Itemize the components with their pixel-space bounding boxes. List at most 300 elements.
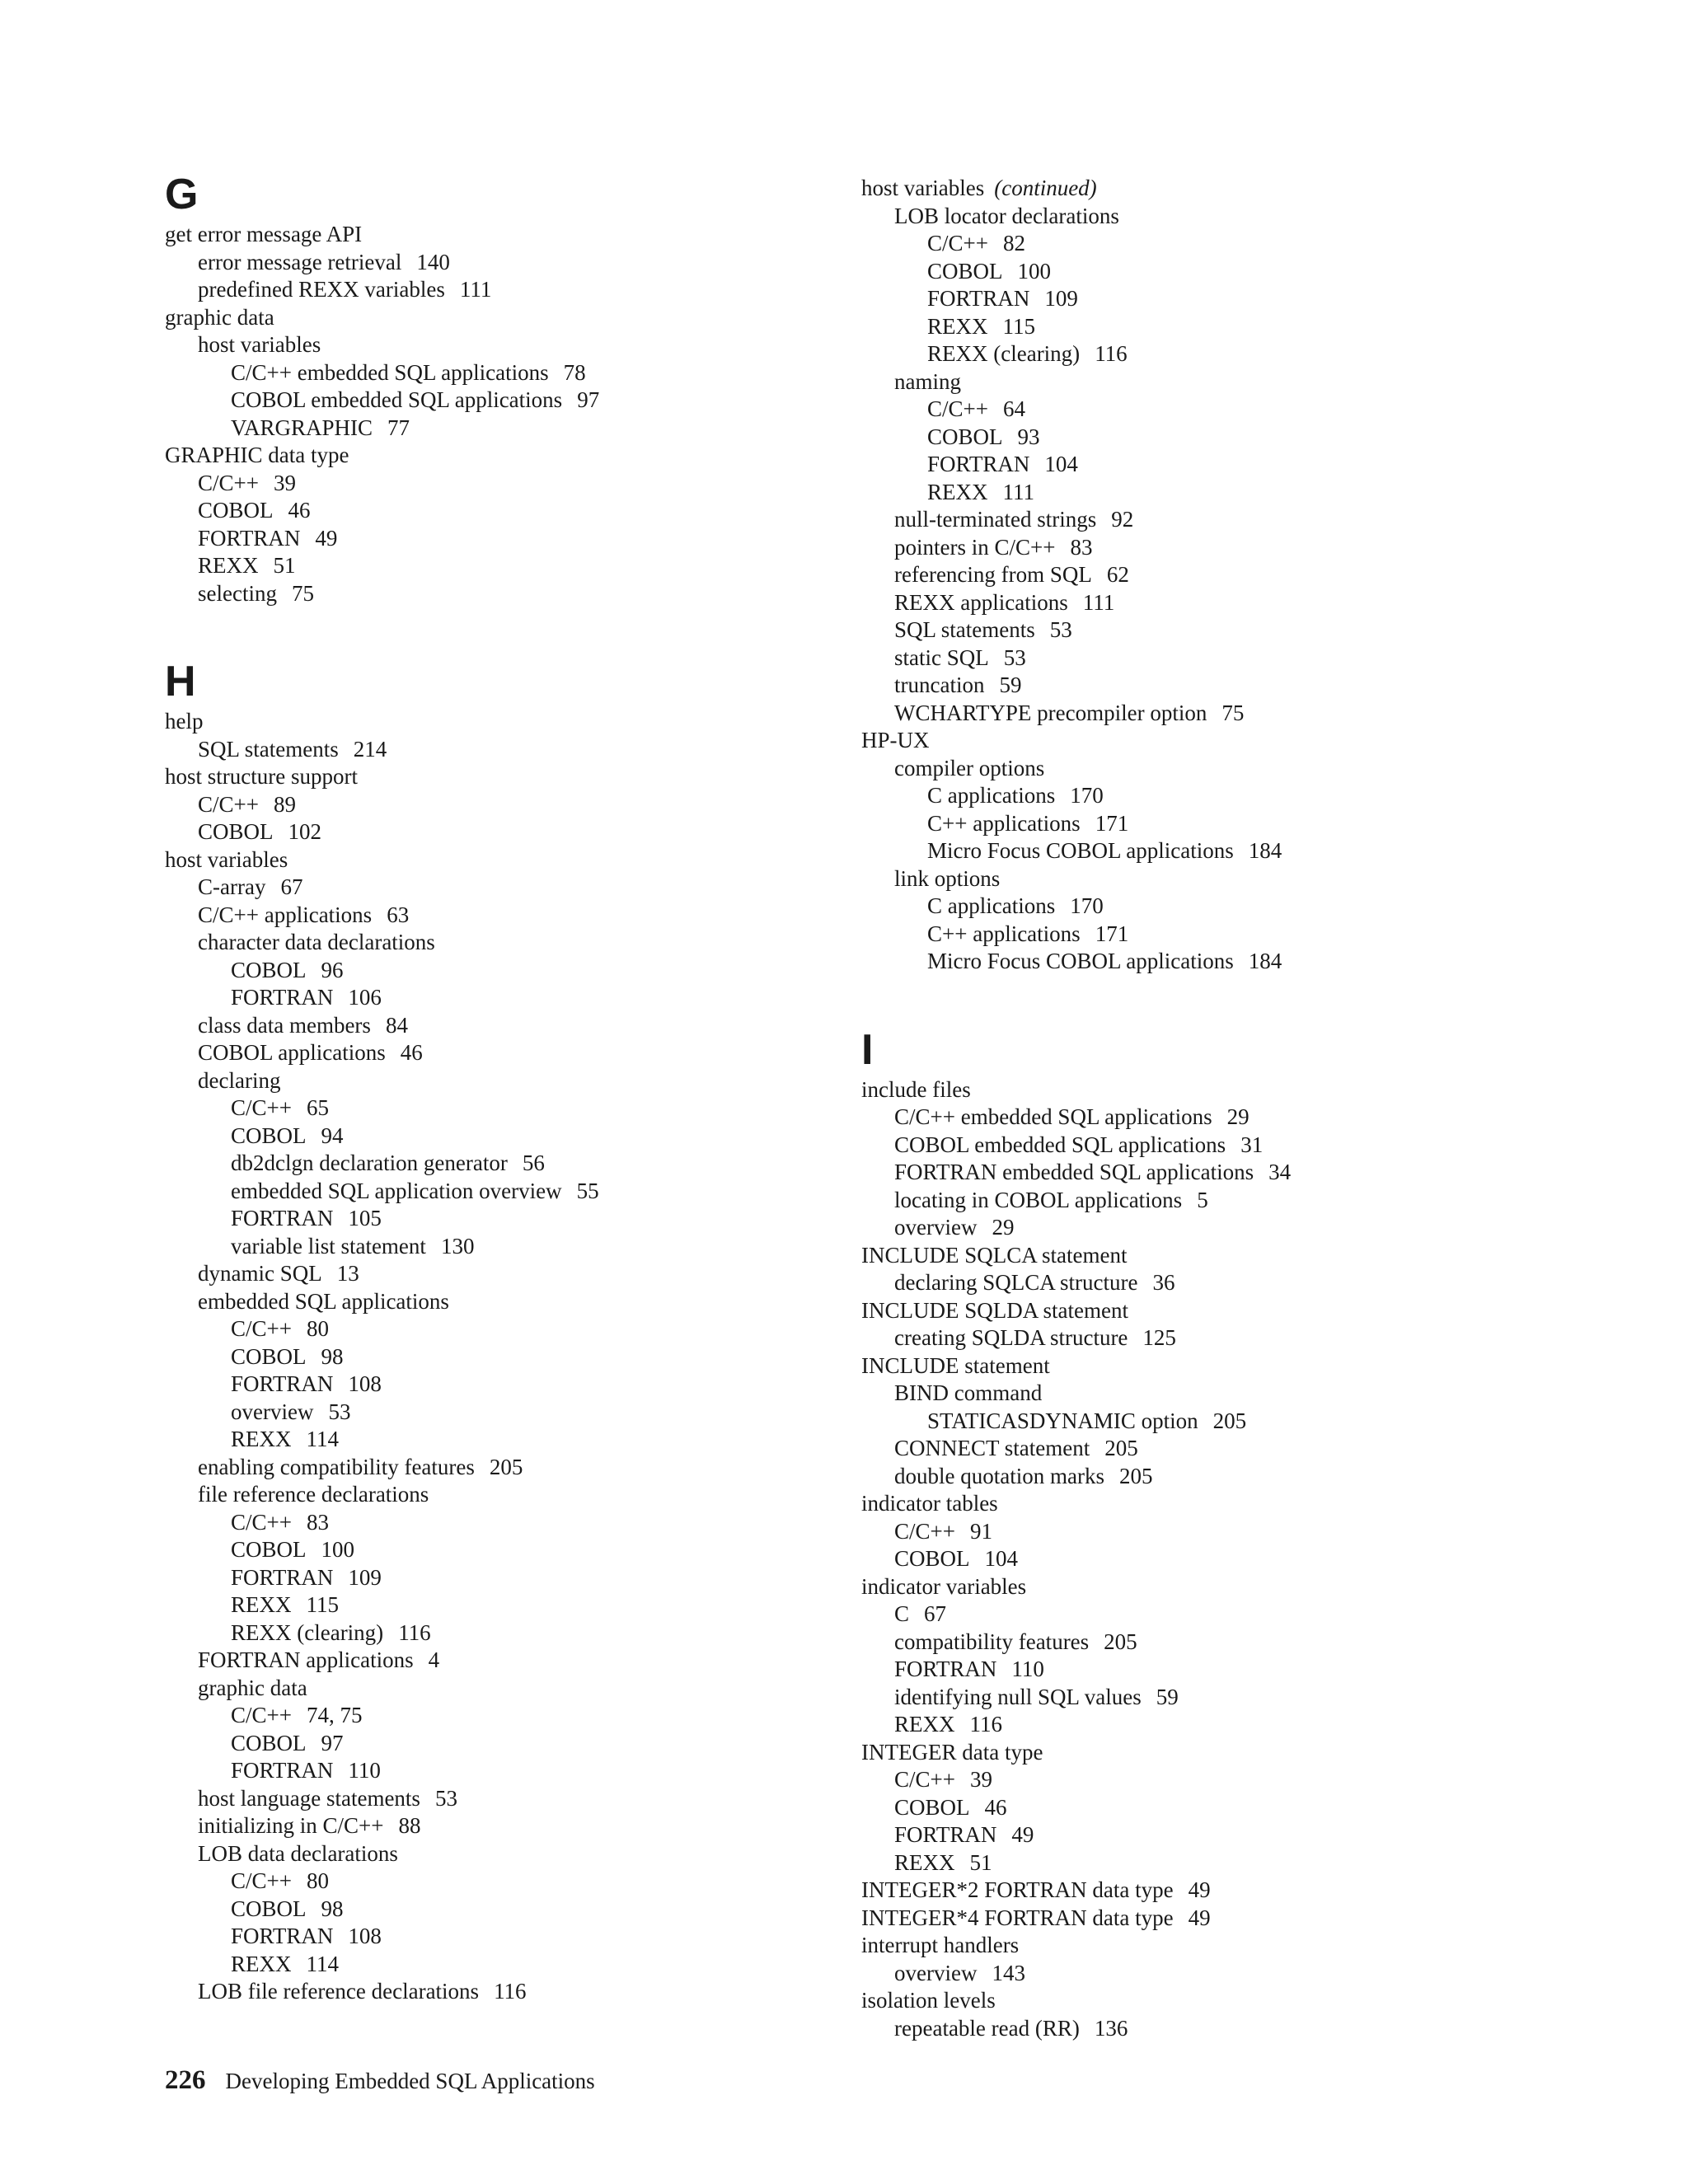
index-entry bbox=[165, 1481, 841, 1509]
index-entry bbox=[165, 1564, 841, 1592]
index-term: overview bbox=[894, 1960, 978, 1985]
index-term: FORTRAN bbox=[894, 1657, 997, 1681]
page-reference: 49 bbox=[1011, 1822, 1034, 1847]
section-heading: H bbox=[165, 658, 196, 705]
index-entry bbox=[861, 203, 1537, 231]
index-term: C/C++ bbox=[894, 1518, 955, 1544]
index-entry bbox=[861, 1849, 1537, 1877]
index-term: REXX bbox=[198, 553, 259, 578]
page-reference: 108 bbox=[348, 1371, 382, 1396]
index-term: COBOL bbox=[231, 1730, 307, 1755]
page-reference: 100 bbox=[321, 1537, 355, 1562]
index-term: FORTRAN applications bbox=[198, 1647, 414, 1672]
index-entry bbox=[861, 948, 1537, 976]
index-entry bbox=[861, 589, 1537, 617]
index-entry bbox=[861, 1656, 1537, 1684]
index-term: include files bbox=[861, 1076, 971, 1102]
index-term: character data declarations bbox=[198, 930, 435, 954]
page-reference: 205 bbox=[1212, 1408, 1247, 1433]
page-reference: 110 bbox=[1011, 1657, 1044, 1681]
index-term: locating in COBOL applications bbox=[894, 1187, 1183, 1212]
index-entry bbox=[861, 534, 1537, 562]
index-term: db2dclgn declaration generator bbox=[231, 1151, 508, 1175]
page-reference: 214 bbox=[353, 736, 387, 762]
index-entry bbox=[165, 552, 841, 580]
index-entry bbox=[861, 893, 1537, 921]
page-reference: 184 bbox=[1248, 838, 1282, 863]
page-reference: 29 bbox=[1226, 1104, 1250, 1129]
index-term: COBOL bbox=[231, 1122, 307, 1148]
index-term: C applications bbox=[927, 893, 1056, 918]
page-reference: 5 bbox=[1197, 1187, 1208, 1212]
index-term: overview bbox=[894, 1215, 978, 1240]
page-reference: 88 bbox=[398, 1813, 421, 1838]
index-entry bbox=[165, 1178, 841, 1206]
page-reference: 184 bbox=[1248, 949, 1282, 973]
page-reference: 75 bbox=[291, 580, 314, 606]
index-term: C/C++ bbox=[231, 1509, 292, 1535]
index-entry bbox=[861, 837, 1537, 865]
index-entry bbox=[861, 451, 1537, 479]
index-term: C bbox=[894, 1601, 910, 1626]
index-entry bbox=[861, 1601, 1537, 1629]
index-term: selecting bbox=[198, 580, 277, 606]
index-entry bbox=[861, 1545, 1537, 1573]
page-reference: 171 bbox=[1095, 921, 1129, 946]
page-reference: 49 bbox=[1188, 1877, 1211, 1902]
index-term: embedded SQL application overview bbox=[231, 1178, 562, 1203]
page-reference: 114 bbox=[306, 1427, 339, 1451]
index-entry bbox=[861, 1187, 1537, 1215]
page-reference: 111 bbox=[1002, 479, 1034, 504]
index-term: C/C++ bbox=[231, 1868, 292, 1893]
index-entry bbox=[165, 929, 841, 957]
index-term: FORTRAN bbox=[231, 985, 334, 1010]
index-term: double quotation marks bbox=[894, 1463, 1104, 1488]
index-entry bbox=[165, 708, 841, 736]
page-reference: 108 bbox=[348, 1924, 382, 1948]
index-entry bbox=[165, 1288, 841, 1316]
index-term: C/C++ bbox=[894, 1767, 955, 1792]
index-entry bbox=[165, 984, 841, 1012]
index-term: enabling compatibility features bbox=[198, 1454, 475, 1479]
index-entry bbox=[165, 276, 841, 304]
index-term: link options bbox=[894, 865, 1001, 891]
index-entry bbox=[861, 313, 1537, 341]
index-term: host structure support bbox=[165, 764, 358, 789]
page-reference: 51 bbox=[273, 553, 296, 578]
index-term: indicator variables bbox=[861, 1573, 1027, 1599]
index-entry bbox=[861, 175, 1537, 203]
index-entry bbox=[165, 1868, 841, 1896]
index-entry bbox=[861, 368, 1537, 396]
index-entry bbox=[165, 846, 841, 874]
index-entry bbox=[861, 1297, 1537, 1325]
index-term: REXX (clearing) bbox=[231, 1619, 384, 1645]
index-term: FORTRAN bbox=[927, 452, 1030, 476]
index-entry bbox=[165, 497, 841, 525]
page-reference: 91 bbox=[969, 1518, 992, 1544]
index-entry bbox=[165, 1067, 841, 1095]
index-entry bbox=[861, 479, 1537, 507]
index-term: COBOL applications bbox=[198, 1040, 386, 1065]
index-entry bbox=[861, 1518, 1537, 1546]
page-reference: 114 bbox=[306, 1951, 339, 1976]
index-term: C/C++ embedded SQL applications bbox=[894, 1104, 1212, 1129]
index-term: COBOL bbox=[231, 1537, 307, 1562]
page-reference: 75 bbox=[1221, 700, 1245, 725]
index-entry bbox=[861, 921, 1537, 949]
index-term: INTEGER data type bbox=[861, 1739, 1043, 1765]
page-reference: 116 bbox=[398, 1619, 431, 1645]
index-term: host variables bbox=[198, 332, 321, 357]
index-term: COBOL bbox=[231, 1343, 307, 1369]
page-reference: 67 bbox=[280, 874, 303, 899]
index-term: COBOL bbox=[231, 1896, 307, 1921]
index-entry bbox=[165, 1012, 841, 1040]
index-entry bbox=[861, 1629, 1537, 1657]
index-term: GRAPHIC data type bbox=[165, 443, 349, 467]
index-term: HP-UX bbox=[861, 728, 930, 752]
index-term: predefined REXX variables bbox=[198, 277, 445, 302]
index-term: C/C++ embedded SQL applications bbox=[231, 359, 549, 385]
index-term: Micro Focus COBOL applications bbox=[927, 949, 1234, 973]
index-entry bbox=[165, 1785, 841, 1813]
index-entry bbox=[861, 1932, 1537, 1960]
page-reference: 46 bbox=[984, 1794, 1007, 1820]
index-entry bbox=[861, 1684, 1537, 1712]
index-entry bbox=[861, 1463, 1537, 1491]
page-reference: 67 bbox=[924, 1601, 947, 1626]
index-term: interrupt handlers bbox=[861, 1933, 1020, 1957]
page-reference: 59 bbox=[1156, 1684, 1179, 1709]
index-term: FORTRAN bbox=[231, 1758, 334, 1783]
index-term: REXX (clearing) bbox=[927, 341, 1081, 366]
page-reference: 98 bbox=[321, 1896, 344, 1921]
index-entry bbox=[861, 644, 1537, 673]
index-entry bbox=[861, 1380, 1537, 1408]
index-term: repeatable read (RR) bbox=[894, 2015, 1080, 2041]
index-entry bbox=[861, 1269, 1537, 1297]
index-entry bbox=[861, 506, 1537, 534]
index-entry bbox=[861, 230, 1537, 258]
page-reference: 84 bbox=[385, 1012, 408, 1038]
index-entry bbox=[861, 1352, 1537, 1380]
index-entry bbox=[861, 561, 1537, 589]
page-reference: 83 bbox=[1070, 534, 1093, 560]
page-reference: 29 bbox=[992, 1215, 1015, 1240]
page-reference: 31 bbox=[1240, 1132, 1264, 1157]
index-entry bbox=[861, 1408, 1537, 1436]
page-reference: 104 bbox=[1044, 452, 1078, 476]
index-term: naming bbox=[894, 368, 961, 394]
index-entry bbox=[861, 1766, 1537, 1794]
index-entry bbox=[861, 1960, 1537, 1988]
page-reference: 170 bbox=[1070, 783, 1104, 808]
index-term: FORTRAN bbox=[894, 1822, 997, 1847]
index-term: INCLUDE SQLDA statement bbox=[861, 1297, 1128, 1323]
page-reference: 82 bbox=[1002, 231, 1025, 255]
index-entry bbox=[165, 525, 841, 553]
page-reference: 136 bbox=[1094, 2015, 1128, 2041]
index-entry bbox=[165, 763, 841, 791]
index-entry bbox=[165, 1923, 841, 1951]
page-reference: 205 bbox=[1118, 1463, 1153, 1488]
index-term: COBOL bbox=[894, 1546, 970, 1571]
page-reference: 98 bbox=[321, 1343, 344, 1369]
page-reference: 13 bbox=[336, 1261, 359, 1286]
index-entry bbox=[861, 1490, 1537, 1518]
page-reference: 62 bbox=[1106, 562, 1129, 587]
section-heading: I bbox=[861, 1025, 874, 1074]
index-term: REXX bbox=[894, 1712, 955, 1736]
index-term: C/C++ bbox=[231, 1703, 292, 1727]
index-term: FORTRAN bbox=[231, 1371, 334, 1396]
index-entry bbox=[165, 304, 841, 332]
index-term: C/C++ bbox=[231, 1316, 292, 1341]
index-term: dynamic SQL bbox=[198, 1261, 322, 1286]
index-entry bbox=[165, 1951, 841, 1979]
index-term: identifying null SQL values bbox=[894, 1684, 1142, 1709]
index-term: overview bbox=[231, 1399, 314, 1424]
index-term: COBOL bbox=[198, 819, 274, 844]
index-term: LOB file reference declarations bbox=[198, 1979, 480, 2004]
page-reference: 106 bbox=[348, 985, 382, 1010]
index-entry bbox=[861, 340, 1537, 368]
index-term: isolation levels bbox=[861, 1988, 996, 2013]
index-term: graphic data bbox=[165, 304, 274, 330]
page-reference: 170 bbox=[1070, 893, 1104, 918]
index-entry bbox=[165, 1260, 841, 1288]
page-reference: 116 bbox=[1095, 341, 1128, 366]
page-reference: 74, 75 bbox=[306, 1703, 363, 1727]
index-entry bbox=[165, 580, 841, 608]
index-entry bbox=[165, 1757, 841, 1785]
book-title: Developing Embedded SQL Applications bbox=[225, 2069, 595, 2093]
index-entry bbox=[861, 810, 1537, 838]
index-term: C/C++ applications bbox=[198, 902, 373, 927]
page-reference: 56 bbox=[522, 1151, 545, 1175]
page-reference: 77 bbox=[387, 415, 410, 440]
page-reference: 46 bbox=[288, 498, 311, 523]
index-entry bbox=[165, 1205, 841, 1233]
page-reference: 205 bbox=[1104, 1629, 1137, 1654]
index-term: referencing from SQL bbox=[894, 562, 1092, 587]
index-entry bbox=[861, 1573, 1537, 1601]
index-entry bbox=[861, 1821, 1537, 1849]
page-reference: 53 bbox=[1003, 644, 1026, 670]
index-term: FORTRAN bbox=[927, 286, 1030, 311]
index-term: creating SQLDA structure bbox=[894, 1325, 1128, 1350]
index-entry bbox=[165, 1454, 841, 1482]
index-entry bbox=[165, 415, 841, 443]
index-term: class data members bbox=[198, 1012, 371, 1038]
index-entry bbox=[861, 424, 1537, 452]
index-term: FORTRAN bbox=[231, 1206, 334, 1230]
index-entry bbox=[165, 442, 841, 470]
page-reference: 97 bbox=[321, 1730, 344, 1755]
index-entry bbox=[165, 1591, 841, 1619]
index-term: COBOL embedded SQL applications bbox=[894, 1132, 1226, 1157]
index-term: C++ applications bbox=[927, 810, 1081, 836]
page-reference: 94 bbox=[321, 1122, 344, 1148]
index-term: INCLUDE SQLCA statement bbox=[861, 1242, 1128, 1268]
index-term: STATICASDYNAMIC option bbox=[927, 1408, 1198, 1433]
index-entry bbox=[861, 700, 1537, 728]
index-entry bbox=[165, 1896, 841, 1924]
page-reference: 105 bbox=[348, 1206, 382, 1230]
index-entry bbox=[165, 1702, 841, 1730]
index-entry bbox=[861, 1214, 1537, 1242]
index-term: C-array bbox=[198, 874, 266, 899]
index-entry bbox=[861, 1159, 1537, 1187]
index-entry bbox=[165, 359, 841, 387]
index-term: initializing in C/C++ bbox=[198, 1813, 384, 1838]
index-term: INTEGER*2 FORTRAN data type bbox=[861, 1877, 1174, 1902]
index-entry bbox=[165, 1315, 841, 1343]
index-column-left bbox=[165, 171, 841, 2006]
index-term: C applications bbox=[927, 783, 1056, 808]
index-entry bbox=[165, 249, 841, 277]
index-entry bbox=[165, 1675, 841, 1703]
page-reference: 93 bbox=[1017, 424, 1040, 449]
index-entry bbox=[165, 1619, 841, 1647]
page-reference: 49 bbox=[315, 525, 338, 551]
index-entry bbox=[165, 1094, 841, 1122]
page-reference: 4 bbox=[428, 1647, 440, 1672]
page-reference: 116 bbox=[494, 1979, 527, 2004]
index-term: WCHARTYPE precompiler option bbox=[894, 700, 1207, 725]
page-reference: 39 bbox=[969, 1767, 992, 1792]
index-entry bbox=[861, 258, 1537, 286]
index-term: pointers in C/C++ bbox=[894, 534, 1056, 560]
page-reference: 109 bbox=[348, 1564, 382, 1590]
index-entry bbox=[165, 1343, 841, 1371]
page-footer bbox=[165, 2065, 595, 2096]
index-entry bbox=[165, 1812, 841, 1840]
index-term: REXX bbox=[894, 1849, 955, 1875]
index-entry bbox=[165, 902, 841, 930]
index-term: REXX bbox=[927, 479, 988, 504]
index-term: C/C++ bbox=[231, 1095, 292, 1120]
index-entry bbox=[861, 1711, 1537, 1739]
page-reference: 111 bbox=[459, 277, 492, 302]
index-entry bbox=[861, 1905, 1537, 1933]
index-entry bbox=[861, 1076, 1537, 1104]
page-reference: 115 bbox=[1002, 313, 1035, 339]
index-term: get error message API bbox=[165, 222, 363, 246]
page-reference: 53 bbox=[434, 1785, 457, 1811]
index-term: REXX bbox=[231, 1427, 292, 1451]
index-term: help bbox=[165, 709, 204, 733]
index-term: SQL statements bbox=[894, 617, 1035, 642]
index-entry bbox=[165, 957, 841, 985]
index-entry bbox=[165, 1426, 841, 1454]
index-term: REXX bbox=[231, 1951, 292, 1976]
index-entry bbox=[861, 616, 1537, 644]
page-reference: 80 bbox=[306, 1868, 329, 1893]
index-term: FORTRAN bbox=[231, 1564, 334, 1590]
index-entry bbox=[165, 818, 841, 846]
index-term: host variables bbox=[165, 846, 288, 872]
page-reference: 55 bbox=[576, 1178, 599, 1203]
index-term: LOB data declarations bbox=[198, 1840, 398, 1866]
page-reference: 111 bbox=[1082, 589, 1115, 615]
page-reference: 143 bbox=[992, 1960, 1025, 1985]
index-entry bbox=[165, 791, 841, 819]
index-term: VARGRAPHIC bbox=[231, 415, 373, 440]
index-term: REXX applications bbox=[894, 589, 1068, 615]
index-term: SQL statements bbox=[198, 736, 339, 762]
index-term: C/C++ bbox=[198, 791, 259, 817]
index-term: FORTRAN embedded SQL applications bbox=[894, 1160, 1254, 1184]
index-term: C/C++ bbox=[927, 396, 988, 421]
index-term: variable list statement bbox=[231, 1233, 426, 1258]
index-term: host variables bbox=[861, 176, 985, 200]
page-reference: 46 bbox=[400, 1040, 423, 1065]
index-term: compiler options bbox=[894, 755, 1045, 780]
index-column-right bbox=[861, 175, 1537, 2042]
index-term: COBOL embedded SQL applications bbox=[231, 387, 563, 412]
index-entry bbox=[165, 1039, 841, 1067]
page-reference: 140 bbox=[416, 249, 450, 274]
page-reference: 102 bbox=[288, 819, 322, 844]
page-reference: 92 bbox=[1111, 507, 1134, 532]
index-term: COBOL bbox=[927, 258, 1003, 284]
index-term: REXX bbox=[231, 1592, 292, 1617]
page-reference: 80 bbox=[306, 1316, 329, 1341]
index-entry bbox=[861, 1877, 1537, 1905]
index-entry bbox=[861, 396, 1537, 424]
page-reference: 64 bbox=[1002, 396, 1025, 421]
page-reference: 130 bbox=[440, 1233, 475, 1258]
index-entry bbox=[861, 1435, 1537, 1463]
index-entry bbox=[165, 1371, 841, 1399]
index-entry bbox=[165, 1730, 841, 1758]
index-entry bbox=[165, 1536, 841, 1564]
page-reference: 96 bbox=[321, 957, 344, 982]
page-reference: 205 bbox=[489, 1454, 523, 1479]
index-entry bbox=[165, 221, 841, 249]
index-term: C/C++ bbox=[927, 231, 988, 255]
index-entry bbox=[861, 1739, 1537, 1767]
index-entry bbox=[861, 1987, 1537, 2015]
index-term: INTEGER*4 FORTRAN data type bbox=[861, 1905, 1174, 1930]
page-reference: 53 bbox=[328, 1399, 351, 1424]
page-reference: 65 bbox=[306, 1095, 329, 1120]
index-term: null-terminated strings bbox=[894, 507, 1097, 532]
index-term: declaring bbox=[198, 1067, 281, 1093]
page-reference: 115 bbox=[306, 1592, 339, 1617]
index-term: error message retrieval bbox=[198, 249, 402, 274]
page-reference: 63 bbox=[387, 902, 410, 927]
index-term: FORTRAN bbox=[231, 1924, 334, 1948]
index-term: declaring SQLCA structure bbox=[894, 1270, 1138, 1295]
page-reference: 39 bbox=[273, 470, 296, 495]
index-term: static SQL bbox=[894, 644, 989, 670]
page-reference: 59 bbox=[999, 673, 1022, 697]
page-reference: 78 bbox=[563, 359, 586, 385]
index-term: truncation bbox=[894, 673, 985, 697]
index-term: BIND command bbox=[894, 1380, 1043, 1405]
index-term: REXX bbox=[927, 313, 988, 339]
page-reference: 171 bbox=[1095, 810, 1129, 836]
index-term: COBOL bbox=[198, 498, 274, 523]
page-reference: 110 bbox=[348, 1758, 381, 1783]
index-entry bbox=[165, 1840, 841, 1868]
index-term: compatibility features bbox=[894, 1629, 1090, 1654]
index-term: Micro Focus COBOL applications bbox=[927, 838, 1234, 863]
